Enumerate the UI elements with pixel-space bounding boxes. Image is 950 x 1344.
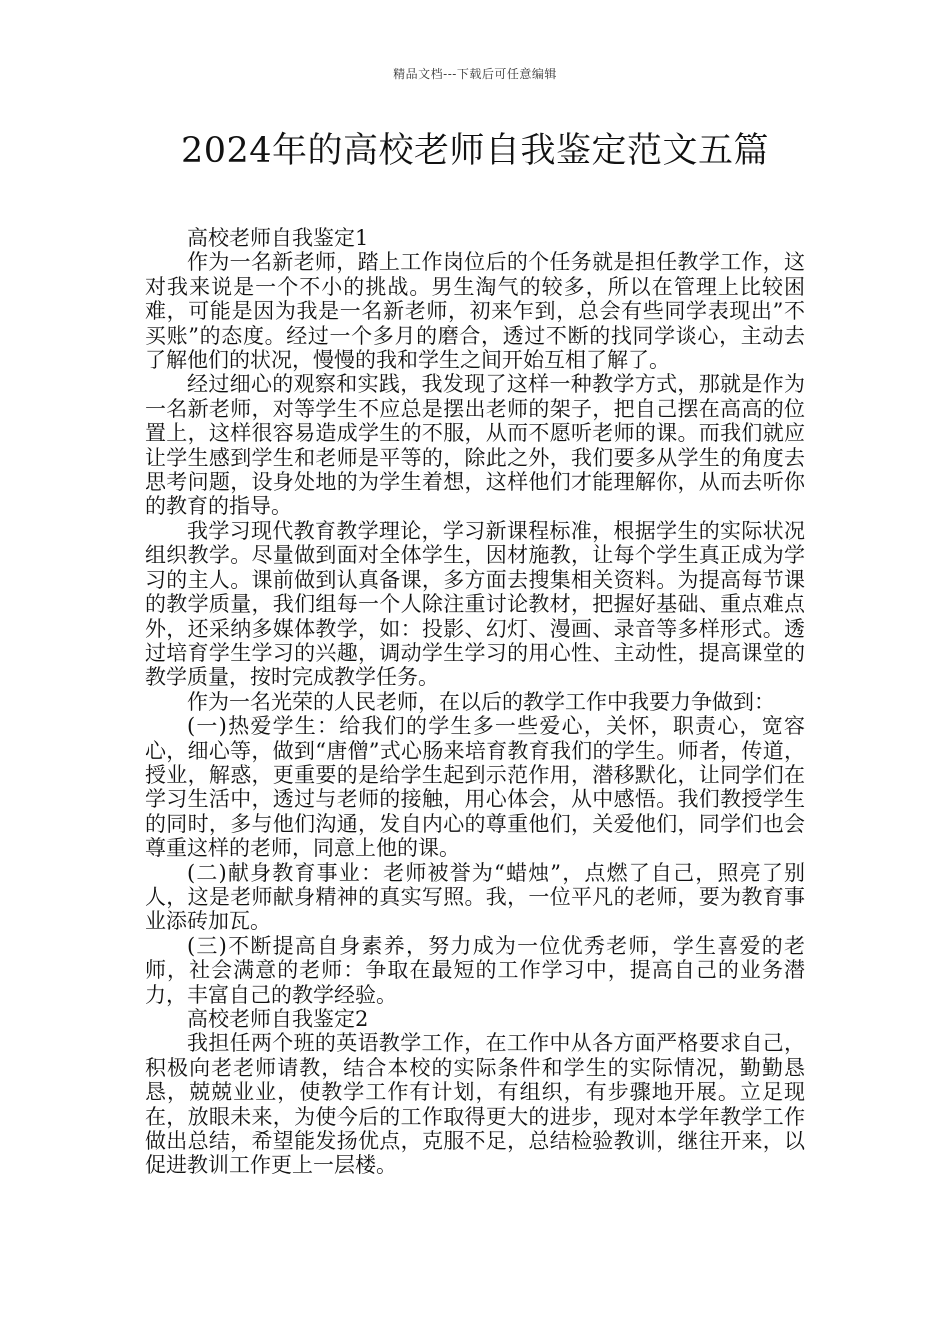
section-heading-1: 高校老师自我鉴定1 — [187, 226, 369, 250]
paragraph: (一)热爱学生：给我们的学生多一些爱心，关怀，职责心，宽容心，细心等，做到“唐僧”式心肠来培育教育我们的学生。师者，传道，授业，解惑，更重要的是给学生起到示范作用，潜移默化，让同学们在学习生活中，透过与老师的接触，用心体会，从中感悟。我们教授学生的同时，多与他们沟通，发自内心的尊重他们，关爱他们，同学们也会尊重这样的老师，同意上他的课。 — [145, 714, 805, 861]
paragraph: (二)献身教育事业：老师被誉为“蜡烛”，点燃了自己，照亮了别人，这是老师献身精神的真实写照。我，一位平凡的老师，要为教育事业添砖加瓦。 — [145, 860, 805, 934]
paragraph: 我担任两个班的英语教学工作，在工作中从各方面严格要求自己，积极向老老师请教，结合本校的实际条件和学生的实际情况，勤勤恳恳，兢兢业业，使教学工作有计划，有组织，有步骤地开展。立足现在，放眼未来，为使今后的工作取得更大的进步，现对本学年教学工作做出总结，希望能发扬优点，克服不足，总结检验教训，继往开来，以促进教训工作更上一层楼。 — [145, 1031, 805, 1178]
paragraph: 我学习现代教育教学理论，学习新课程标准，根据学生的实际状况组织教学。尽量做到面对全体学生，因材施教，让每个学生真正成为学习的主人。课前做到认真备课，多方面去搜集相关资料。为提高每节课的教学质量，我们组每一个人除注重讨论教材，把握好基础、重点难点外，还采纳多媒体教学，如：投影、幻灯、漫画、录音等多样形式。透过培育学生学习的兴趣，调动学生学习的用心性、主动性，提高课堂的教学质量，按时完成教学任务。 — [145, 518, 805, 690]
paragraph: 作为一名光荣的人民老师，在以后的教学工作中我要力争做到： — [187, 689, 775, 714]
header-note: 精品文档---下载后可任意编辑 — [393, 67, 557, 81]
paragraph: 经过细心的观察和实践，我发现了这样一种教学方式，那就是作为一名新老师，对等学生不应总是摆出老师的架子，把自己摆在高高的位置上，这样很容易造成学生的不服，从而不愿听老师的课。而我们就应让学生感到学生和老师是平等的，除此之外，我们要多从学生的角度去思考问题，设身处地的为学生着想，这样他们才能理解你，从而去听你的教育的指导。 — [145, 372, 805, 519]
document-title: 2024年的高校老师自我鉴定范文五篇 — [180, 131, 770, 171]
paragraph: (三)不断提高自身素养，努力成为一位优秀老师，学生喜爱的老师，社会满意的老师：争取在最短的工作学习中，提高自己的业务潜力，丰富自己的教学经验。 — [145, 933, 805, 1007]
document-body — [145, 226, 805, 1178]
section-heading-2: 高校老师自我鉴定2 — [187, 1007, 369, 1031]
paragraph: 作为一名新老师，踏上工作岗位后的个任务就是担任教学工作，这对我来说是一个不小的挑战。男生淘气的较多，所以在管理上比较困难，可能是因为我是一名新老师，初来乍到，总会有些同学表现出”不买账”的态度。经过一个多月的磨合，透过不断的找同学谈心，主动去了解他们的状况，慢慢的我和学生之间开始互相了解了。 — [145, 250, 805, 373]
